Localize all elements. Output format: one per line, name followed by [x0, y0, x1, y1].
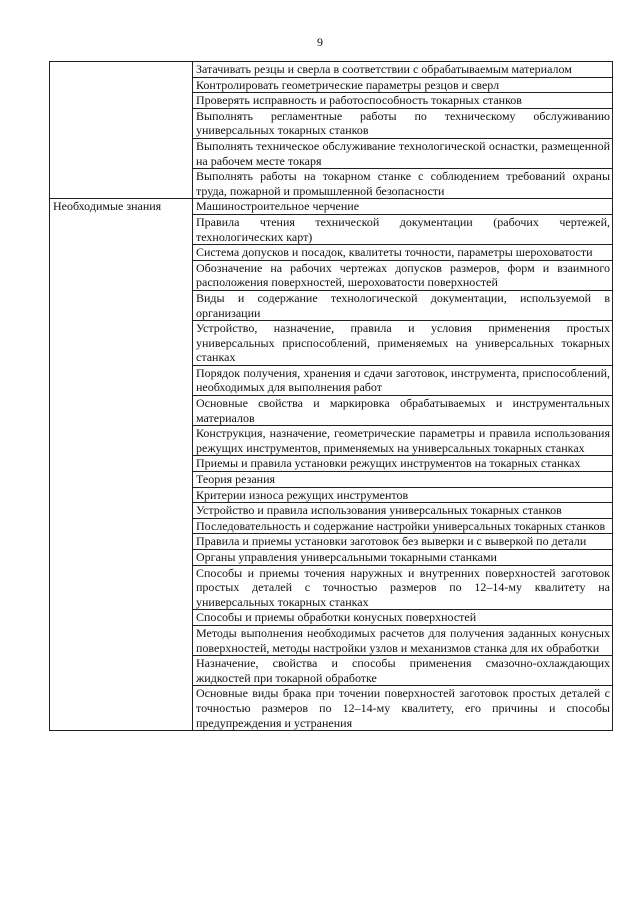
table-row	[50, 199, 613, 215]
requirement-item: Приемы и правила установки режущих инструментов на токарных станках	[193, 456, 613, 472]
requirement-item: Порядок получения, хранения и сдачи заготовок, инструмента, приспособлений, необходимых для выполнения работ	[193, 365, 613, 395]
requirement-item: Способы и приемы обработки конусных поверхностей	[193, 610, 613, 626]
page-number: 9	[317, 35, 323, 49]
requirement-item: Устройство, назначение, правила и условия применения простых универсальных приспособлений, применяемых на универсальных токарных станках	[193, 321, 613, 366]
requirement-item: Обозначение на рабочих чертежах допусков размеров, форм и взаимного расположения поверхностей, шероховатости поверхностей	[193, 260, 613, 290]
section-label: Необходимые знания	[50, 199, 193, 731]
requirement-item: Назначение, свойства и способы применения смазочно-охлаждающих жидкостей при токарной обработке	[193, 656, 613, 686]
requirement-item: Правила и приемы установки заготовок без выверки и с выверкой по детали	[193, 534, 613, 550]
requirement-item: Органы управления универсальными токарными станками	[193, 550, 613, 566]
requirement-item: Выполнять работы на токарном станке с соблюдением требований охраны труда, пожарной и промышленной безопасности	[193, 169, 613, 199]
requirement-item: Основные свойства и маркировка обрабатываемых и инструментальных материалов	[193, 396, 613, 426]
requirement-item: Машиностроительное черчение	[193, 199, 613, 215]
requirement-item: Выполнять регламентные работы по техническому обслуживанию универсальных токарных станков	[193, 108, 613, 138]
requirement-item: Правила чтения технической документации (рабочих чертежей, технологических карт)	[193, 214, 613, 244]
requirement-item: Основные виды брака при точении поверхностей заготовок простых деталей с точностью размеров по 12–14-му квалитету, его причины и способы предупреждения и устранения	[193, 686, 613, 731]
requirement-item: Конструкция, назначение, геометрические параметры и правила использования режущих инструментов, применяемых на универсальных токарных станках	[193, 426, 613, 456]
table-body	[50, 62, 613, 731]
section-label	[50, 62, 193, 199]
requirement-item: Критерии износа режущих инструментов	[193, 487, 613, 503]
requirement-item: Последовательность и содержание настройки универсальных токарных станков	[193, 518, 613, 534]
table-row	[50, 62, 613, 78]
requirement-item: Затачивать резцы и сверла в соответствии с обрабатываемым материалом	[193, 62, 613, 78]
requirements-table	[49, 61, 613, 731]
requirement-item: Проверять исправность и работоспособность токарных станков	[193, 93, 613, 109]
requirement-item: Методы выполнения необходимых расчетов для получения заданных конусных поверхностей, методы настройки узлов и механизмов станка для их обработки	[193, 625, 613, 655]
requirement-item: Устройство и правила использования универсальных токарных станков	[193, 503, 613, 519]
requirement-item: Выполнять техническое обслуживание технологической оснастки, размещенной на рабочем месте токаря	[193, 138, 613, 168]
requirement-item: Контролировать геометрические параметры резцов и сверл	[193, 77, 613, 93]
requirement-item: Система допусков и посадок, квалитеты точности, параметры шероховатости	[193, 245, 613, 261]
requirement-item: Способы и приемы точения наружных и внутренних поверхностей заготовок простых деталей с точностью размеров по 12–14-му квалитету на универсальных токарных станках	[193, 565, 613, 610]
requirement-item: Виды и содержание технологической документации, используемой в организации	[193, 290, 613, 320]
requirement-item: Теория резания	[193, 472, 613, 488]
